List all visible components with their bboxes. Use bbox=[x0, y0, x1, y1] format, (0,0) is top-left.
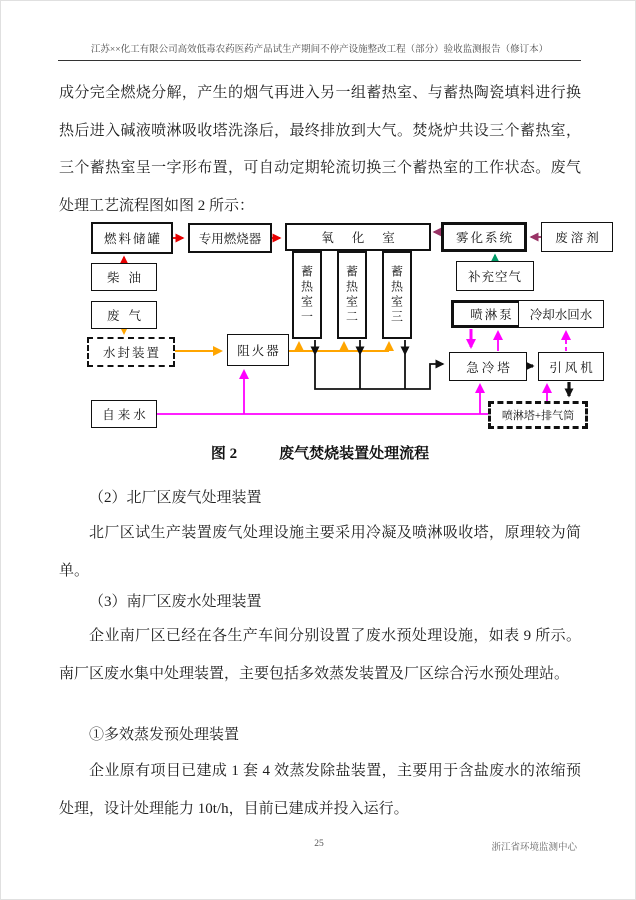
section-heading-south-water: （3）南厂区废水处理装置 bbox=[89, 594, 262, 610]
node-regenerator-1: 蓄热室一 bbox=[292, 251, 322, 339]
figure-caption-label: 图 2 bbox=[210, 446, 238, 462]
subsection-heading-evaporation: ①多效蒸发预处理装置 bbox=[89, 727, 240, 743]
node-burner: 专用燃烧器 bbox=[188, 223, 272, 253]
node-spray-tower-stack: 喷淋塔+排气筒 bbox=[488, 401, 588, 429]
section-heading-north-gas: （2）北厂区废气处理装置 bbox=[89, 490, 262, 506]
node-regenerator-3: 蓄热室三 bbox=[382, 251, 412, 339]
node-waste-gas: 废气 bbox=[91, 301, 157, 329]
footer-organization: 浙江省环境监测中心 bbox=[491, 843, 577, 853]
node-diesel: 柴油 bbox=[91, 263, 157, 291]
body-paragraph: 成分完全燃烧分解，产生的烟气再进入另一组蓄热室、与蓄热陶瓷填料进行换热后进入碱液喷淋吸收塔洗涤后，最终排放到大气。焚烧炉共设三个蓄热室，三个蓄热室呈一字形布置，可自动定期轮流切换三个蓄热室的工作状态。废气处理工艺流程图如图 2 所示： bbox=[59, 85, 581, 214]
node-cooling-water-return: 冷却水回水 bbox=[518, 300, 604, 328]
node-induced-draft-fan: 引风机 bbox=[538, 352, 604, 381]
figure-caption-title: 废气焚烧装置处理流程 bbox=[279, 446, 430, 462]
node-waste-solvent: 废溶剂 bbox=[541, 222, 613, 252]
document-header: 江苏××化工有限公司高效低毒农药医药产品试生产期间不停产设施整改工程（部分）验收监测报告（修订本） bbox=[58, 41, 581, 61]
node-spray-pump: 喷淋泵 bbox=[451, 300, 531, 328]
node-tap-water: 自来水 bbox=[91, 400, 157, 428]
node-atomization-system: 雾化系统 bbox=[441, 222, 527, 252]
node-water-seal-device: 水封装置 bbox=[87, 337, 175, 367]
node-supplementary-air: 补充空气 bbox=[456, 261, 534, 291]
node-quench-tower: 急冷塔 bbox=[449, 352, 527, 381]
node-flame-arrester: 阻火器 bbox=[227, 334, 289, 366]
node-regenerator-2: 蓄热室二 bbox=[337, 251, 367, 339]
figure-caption bbox=[59, 442, 581, 463]
node-oxidation-chamber: 氧化室 bbox=[285, 223, 431, 251]
body-paragraph: 企业原有项目已建成 1 套 4 效蒸发除盐装置，主要用于含盐废水的浓缩预处理，设计处理能力 10t/h，目前已建成并投入运行。 bbox=[59, 763, 581, 817]
page-number: 25 bbox=[314, 839, 324, 849]
body-paragraph: 企业南厂区已经在各生产车间分别设置了废水预处理设施，如表 9 所示。南厂区废水集中处理装置，主要包括多效蒸发装置及厂区综合污水预处理站。 bbox=[59, 628, 581, 682]
body-paragraph: 北厂区试生产装置废气处理设施主要采用冷凝及喷淋吸收塔，原理较为简单。 bbox=[59, 525, 581, 579]
node-fuel-storage-tank: 燃料储罐 bbox=[91, 222, 173, 254]
